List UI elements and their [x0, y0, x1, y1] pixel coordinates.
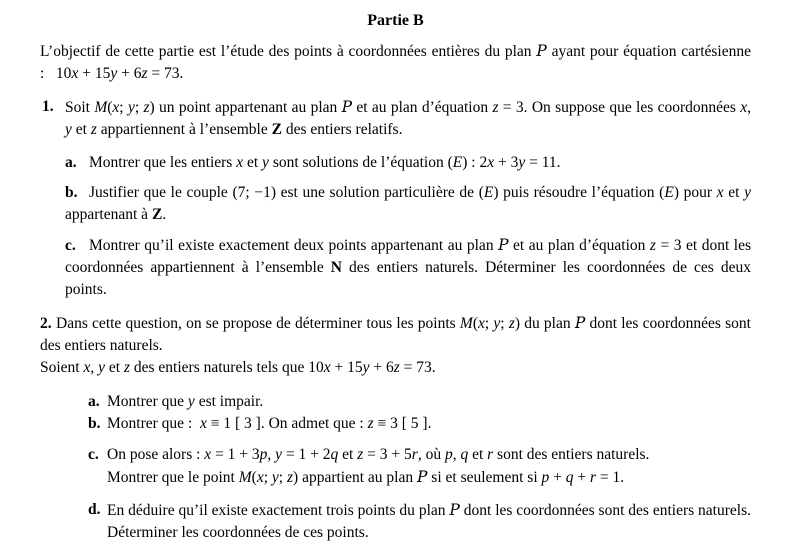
question-2a-text: Montrer que y est impair.	[107, 393, 264, 410]
question-2a-letter: a.	[88, 393, 100, 410]
question-1	[42, 96, 752, 141]
question-2c-text: On pose alors : x = 1 + 3p, y = 1 + 2q et z = 3 + 5r, où p, q et r sont des entiers naturels.	[107, 446, 650, 463]
question-1c-letter: c.	[65, 237, 76, 254]
intro-paragraph: L’objectif de cette partie est l’étude des points à coordonnées entières du plan P ayant pour équation cartésienne : 10x + 15y + 6z = 73.	[40, 42, 751, 82]
question-2d	[88, 499, 751, 544]
question-2	[40, 312, 751, 379]
question-2b-letter: b.	[88, 415, 101, 432]
page-title: Partie B	[367, 12, 424, 29]
question-2a	[88, 391, 751, 413]
question-2-text: Dans cette question, on se propose de déterminer tous les points M(x; y; z) du plan P dont les coordonnées sont des entiers naturels.	[40, 314, 751, 354]
question-1a-text: Montrer que les entiers x et y sont solutions de l’équation (E) : 2x + 3y = 11.	[89, 154, 561, 171]
question-2c-letter: c.	[88, 446, 99, 463]
question-2d-text: En déduire qu’il existe exactement trois points du plan P dont les coordonnées sont des entiers naturels. Déterminer les coordonnées de ces points.	[107, 501, 751, 541]
question-1b-letter: b.	[65, 184, 78, 201]
question-2c	[88, 444, 751, 489]
question-1a-letter: a.	[65, 154, 77, 171]
question-1c-text: Montrer qu’il existe exactement deux points appartenant au plan P et au plan d’équation z = 3 et dont les coordonnées appartiennent à l’ensemble N des entiers naturels. Déterminer les coordonnées de ces deux points.	[65, 236, 752, 298]
question-1a	[65, 152, 751, 174]
question-2-hypothesis: Soient x, y et z des entiers naturels tels que 10x + 15y + 6z = 73.	[40, 359, 436, 376]
question-2d-letter: d.	[88, 501, 101, 518]
question-2b-text: Montrer que : x ≡ 1 [ 3 ]. On admet que : z ≡ 3 [ 5 ].	[107, 415, 432, 432]
question-2c-text-line2: Montrer que le point M(x; y; z) appartient au plan P si et seulement si p + q + r = 1.	[107, 468, 625, 486]
question-1b	[65, 182, 751, 226]
question-2-number: 2.	[40, 315, 52, 332]
question-1-text: Soit M(x; y; z) un point appartenant au plan P et au plan d’équation z = 3. On suppose que les coordonnées x, y et z appartiennent à l’ensemble Z des entiers relatifs.	[65, 98, 752, 138]
question-1b-text: Justifier que le couple (7; −1) est une solution particulière de (E) puis résoudre l’équation (E) pour x et y appartenant à Z.	[65, 184, 752, 223]
question-1-number: 1.	[42, 98, 54, 115]
question-1c	[65, 234, 751, 301]
question-2b	[88, 413, 751, 435]
